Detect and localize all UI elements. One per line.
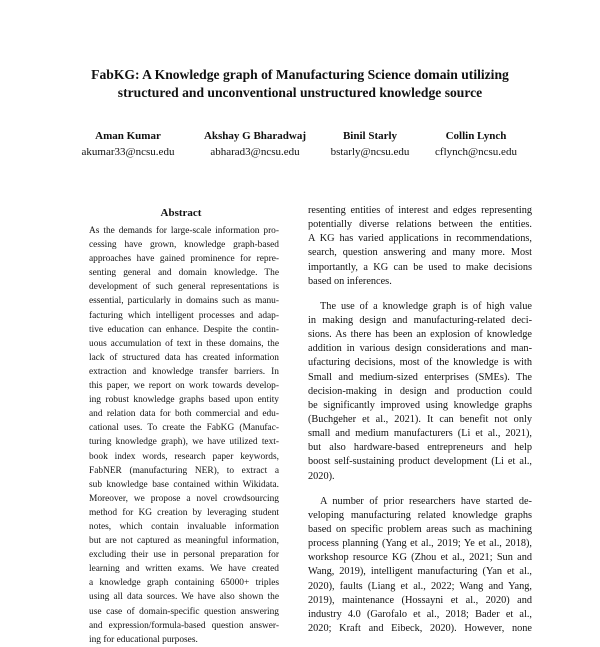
paragraph-2 xyxy=(308,300,532,484)
text-line: based on specific problem areas such as machining xyxy=(308,523,532,535)
text-line: FabNER (manufacturing NER), to extract a xyxy=(89,465,279,476)
text-line: addition in various design considerations and man- xyxy=(308,343,532,355)
text-line: use case of domain-specific question answering xyxy=(89,606,279,617)
author-name: Akshay G Bharadwaj xyxy=(203,130,307,142)
title-line: structured and unconventional unstructured knowledge source xyxy=(117,85,483,100)
author-email: abharad3@ncsu.edu xyxy=(210,146,300,158)
text-line: approaches have gained prominence for repre- xyxy=(89,254,279,265)
text-line: Moreover, we propose a novel crowdsourcing xyxy=(89,493,279,504)
text-line: be significantly improved using knowledge graphs xyxy=(308,399,532,411)
text-line: small and medium manufacturers (Li et al., 2021), xyxy=(308,428,532,440)
title-line: FabKG: A Knowledge graph of Manufacturing Science domain utilizing xyxy=(91,67,509,82)
text-line: 2020). xyxy=(308,470,335,482)
text-line: using all data sources. We have also shown the xyxy=(89,592,279,603)
author-email: cflynch@ncsu.edu xyxy=(435,146,517,158)
text-line: development of such general representations is xyxy=(89,282,279,293)
text-line: boost self-sustaining product development (Li et al., xyxy=(308,456,532,468)
text-line: sub knowledge base contained within Wikidata. xyxy=(89,479,279,490)
text-line: sions. As there has been an explosion of knowledge xyxy=(308,329,532,341)
text-line: but are not captured as meaningful information, xyxy=(89,536,279,547)
text-line: 2020), faults (Liang et al., 2022; Wang and Yang, xyxy=(308,580,532,592)
text-line: 2020; Kraft and Eibeck, 2020). However, none xyxy=(308,622,532,634)
text-line: ing for educational purposes. xyxy=(89,634,198,645)
text-line: The use of a knowledge graph is of high value xyxy=(320,300,532,312)
author-email: bstarly@ncsu.edu xyxy=(330,146,410,158)
text-line: and expression/formula-based question answer- xyxy=(89,620,279,631)
text-line: senting general and domain knowledge. The xyxy=(89,268,279,279)
text-line: ufacturing decisions, most of the knowledge is with xyxy=(308,357,532,369)
text-line: importantly, a KG can be used to make decisions xyxy=(308,261,532,273)
body-column-right xyxy=(308,204,532,636)
text-line: this paper, we report on work towards develop- xyxy=(89,381,279,392)
text-line: potentially diverse relations between the entities. xyxy=(308,219,532,231)
text-line: in making design and manufacturing-related deci- xyxy=(308,314,532,326)
text-line: facturing which intelligent processes and adap- xyxy=(89,310,279,321)
text-line: but also hardware-based entrepreneurs and help xyxy=(308,442,532,454)
text-line: book index words, research paper keywords, xyxy=(89,451,279,462)
text-line: learning and written exams. We have created xyxy=(89,564,279,575)
text-line: search, question answering and many more. Most xyxy=(308,247,532,259)
text-line: process planning (Yang et al., 2019; Ye et al., 2018), xyxy=(308,538,532,550)
text-line: turing knowledge graph), we have utilized text- xyxy=(89,437,279,448)
text-line: cational uses. To create the FabKG (Manufac- xyxy=(89,423,279,434)
text-line: extraction and knowledge transfer barriers. In xyxy=(89,366,279,377)
text-line: tive education can enhance. Despite the contin- xyxy=(89,324,279,335)
text-line: notes, which contain invaluable information xyxy=(89,521,279,532)
text-line: resenting entities of interest and edges representing xyxy=(308,205,532,216)
text-line: a knowledge graph containing 65000+ triples xyxy=(89,578,279,589)
text-line: uous accumulation of text in these domains, the xyxy=(89,338,279,349)
text-line: veloping manufacturing related knowledge graphs xyxy=(308,509,532,521)
text-line: Small and medium-sized enterprises (SMEs). The xyxy=(308,371,532,383)
text-line: excluding their use in personal preparation for xyxy=(89,550,279,561)
author-email: akumar33@ncsu.edu xyxy=(81,146,175,158)
author-name: Aman Kumar xyxy=(95,130,161,142)
text-line: method for KG creation by leveraging student xyxy=(89,507,279,518)
text-line: A number of prior researchers have started de- xyxy=(320,495,532,507)
text-line: decision-making in design and production could xyxy=(308,385,532,397)
text-line: lack of structured data has created information xyxy=(89,352,279,363)
abstract-heading: Abstract xyxy=(160,207,202,219)
text-line: A KG has varied applications in recommendations, xyxy=(308,233,532,245)
paragraph-1 xyxy=(308,204,532,289)
text-line: industry 4.0 (Garofalo et al., 2018; Bader et al., xyxy=(308,608,532,620)
text-line: (Buchgeher et al., 2021). It can benefit not only xyxy=(308,413,532,425)
text-line: and relation data for both commercial and edu- xyxy=(89,409,279,420)
text-line: 2019), maintenance (Hossayni et al., 2020) and xyxy=(308,594,532,606)
text-line: cessing have grown, knowledge graph-based xyxy=(89,240,279,251)
text-line: based on inferences. xyxy=(308,275,392,287)
paper-title xyxy=(60,66,540,102)
text-line: workshop resource KG (Zhou et al., 2021; Sun and xyxy=(308,552,532,564)
text-line: ing robust knowledge graphs based upon entity xyxy=(89,395,279,406)
author-block xyxy=(401,128,551,160)
abstract-body xyxy=(89,224,279,647)
text-line: As the demands for large-scale information pro- xyxy=(89,226,279,236)
text-line: Wang, 2019), intelligent manufacturing (Yan et al., xyxy=(308,566,532,578)
paragraph-3 xyxy=(308,495,532,636)
author-name: Binil Starly xyxy=(342,130,398,142)
text-line: essential, particularly in domains such as manu- xyxy=(89,296,279,307)
author-name: Collin Lynch xyxy=(445,130,507,142)
